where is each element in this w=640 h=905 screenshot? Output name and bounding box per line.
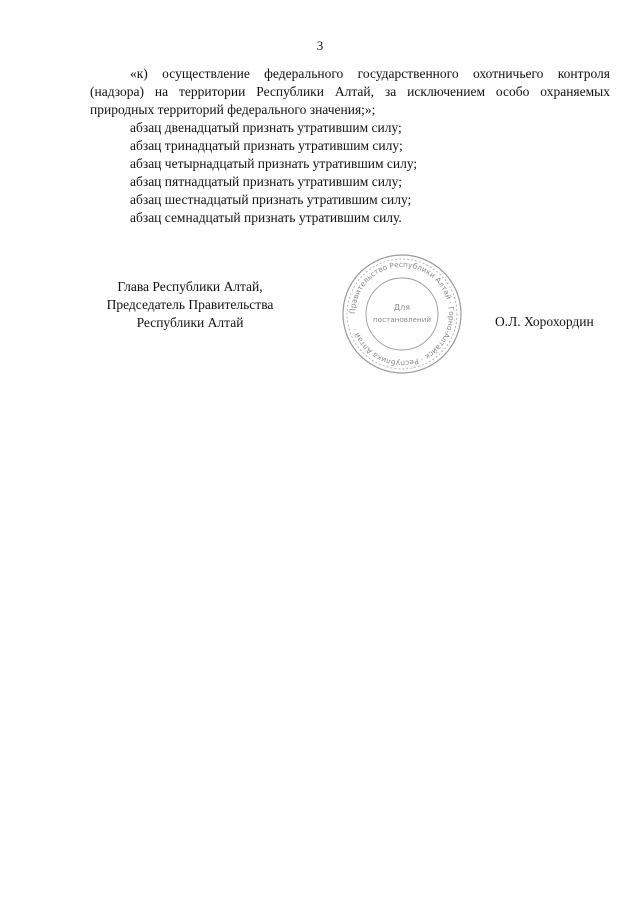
seal-outer-ring bbox=[343, 255, 461, 373]
paragraph-repeal-15: абзац пятнадцатый признать утратившим силу; bbox=[130, 174, 402, 189]
signatory-title-line-2: Председатель Правительства bbox=[106, 297, 274, 312]
official-seal-stamp bbox=[340, 252, 464, 376]
seal-center-line-2: постановлений bbox=[372, 315, 432, 324]
paragraph-repeal-16: абзац шестнадцатый признать утратившим силу; bbox=[130, 192, 412, 207]
seal-ring-text: Правительство Республики Алтай · Горно-Алтайск · Республика Алтай · bbox=[347, 259, 457, 369]
page-number: 3 bbox=[316, 38, 324, 53]
signatory-title-line-1: Глава Республики Алтай, bbox=[117, 279, 263, 294]
signatory-title-line-3: Республики Алтай bbox=[136, 315, 244, 330]
paragraph-repeal-17: абзац семнадцатый признать утратившим силу. bbox=[130, 210, 402, 225]
signatory-title bbox=[70, 278, 310, 332]
paragraph-repeal-14: абзац четырнадцатый признать утратившим силу; bbox=[130, 156, 418, 171]
seal-inner-ring bbox=[366, 278, 438, 350]
seal-center-line-1: Для bbox=[393, 303, 411, 312]
paragraph-amendment-k: «к) осуществление федерального государственного охотничьего контроля (надзора) на территории Республики Алтай, за исключением особо охраняемых природных территорий федерального значения;»; bbox=[90, 66, 610, 117]
paragraph-repeal-12: абзац двенадцатый признать утратившим силу; bbox=[130, 120, 402, 135]
signatory-name: О.Л. Хорохордин bbox=[495, 314, 594, 329]
document-body bbox=[90, 65, 610, 227]
paragraph-repeal-13: абзац тринадцатый признать утратившим силу; bbox=[130, 138, 403, 153]
seal-dashed-ring bbox=[347, 259, 457, 369]
